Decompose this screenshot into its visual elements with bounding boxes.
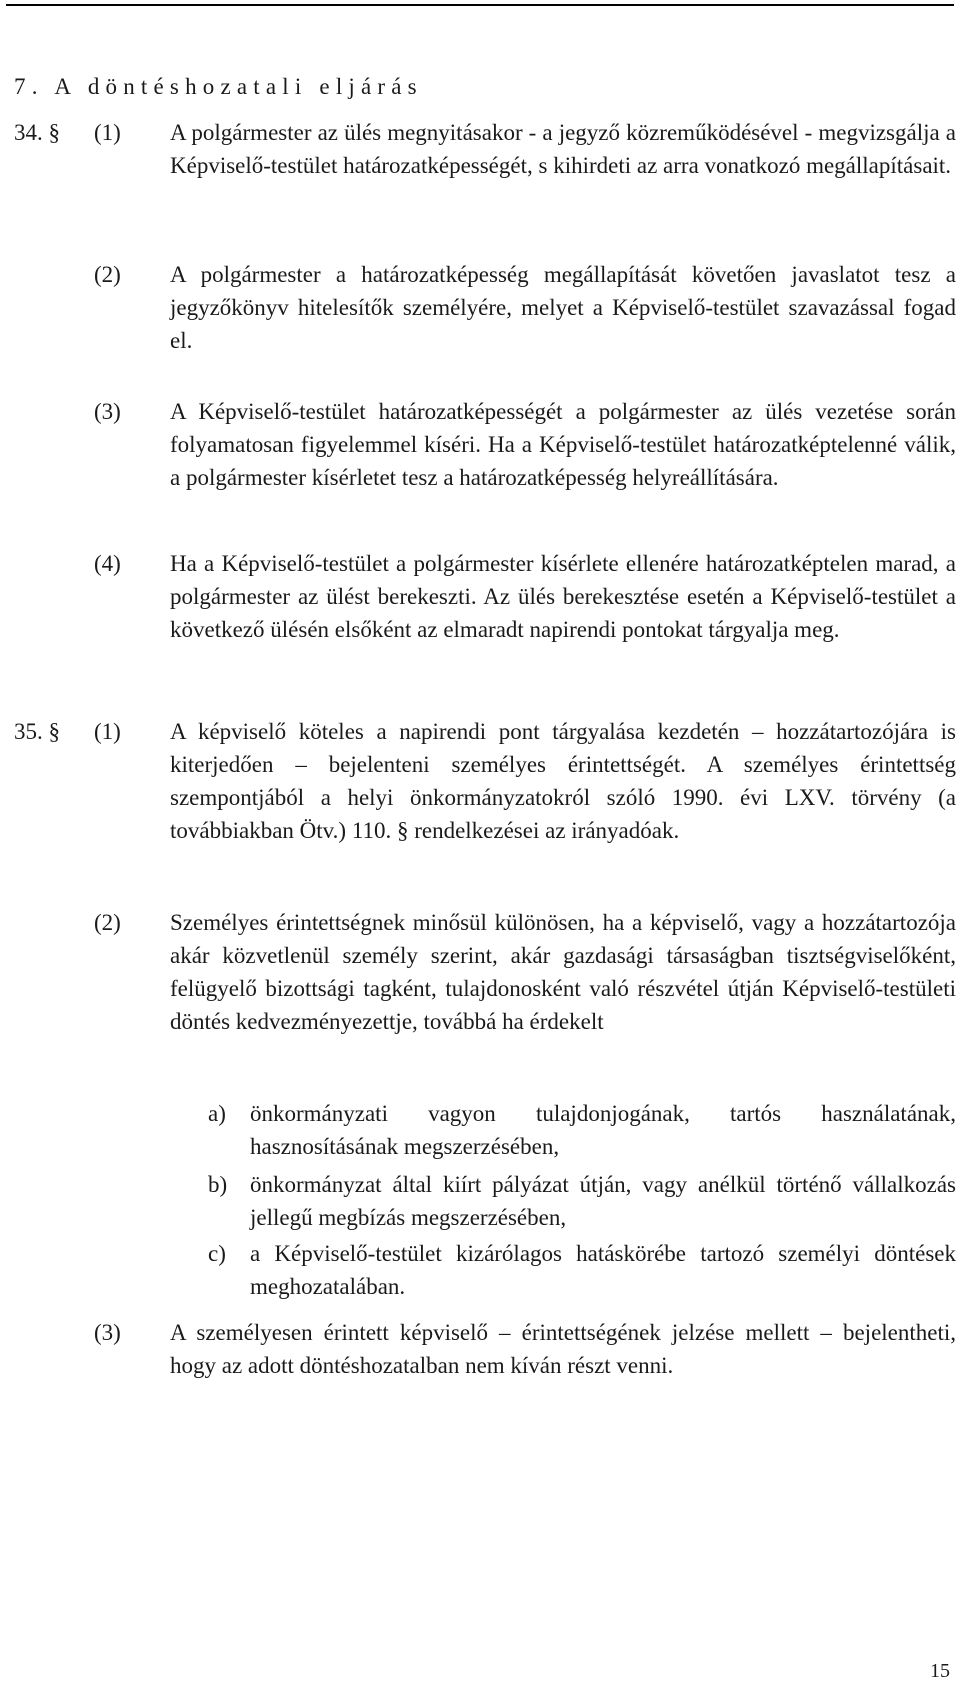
paragraph-number: (1) bbox=[94, 719, 121, 744]
paragraph-text: A Képviselő-testület határozatképességét a polgármester az ülés vezetése során folyamatosan figyelemmel kíséri. Ha a Képviselő-testület határozatképtelenné válik, a polgármester kísérletet tesz a határozatképesség helyreállítására. bbox=[170, 399, 956, 490]
paragraph-number: (2) bbox=[94, 262, 121, 287]
section-heading: 7. A döntéshozatali eljárás bbox=[14, 74, 423, 99]
list-item-text: a Képviselő-testület kizárólagos hatáskörébe tartozó személyi döntések meghozatalában. bbox=[250, 1241, 956, 1299]
section-number-35: 35. § bbox=[14, 719, 60, 744]
list-item-text: önkormányzati vagyon tulajdonjogának, tartós használatának, hasznosításának megszerzésében, bbox=[250, 1101, 956, 1159]
page-number: 15 bbox=[930, 1660, 950, 1682]
list-item-text: önkormányzat által kiírt pályázat útján, vagy anélkül történő vállalkozás jellegű megbízás megszerzésében, bbox=[250, 1172, 956, 1230]
list-item-label: c) bbox=[208, 1241, 226, 1266]
section-number-34: 34. § bbox=[14, 120, 60, 145]
paragraph-text: Személyes érintettségnek minősül különösen, ha a képviselő, vagy a hozzátartozója akár közvetlenül személy szerint, akár gazdasági társaságban tisztségviselőként, felügyelő bizottsági tagként, tulajdonosként való részvétel útján Képviselő-testületi döntés kedvezményezettje, továbbá ha érdekelt bbox=[170, 910, 956, 1034]
paragraph-text: A személyesen érintett képviselő – érintettségének jelzése mellett – bejelentheti, hogy az adott döntéshozatalban nem kíván részt venni. bbox=[170, 1320, 956, 1378]
paragraph-number: (2) bbox=[94, 910, 121, 935]
top-border-line bbox=[6, 4, 954, 6]
paragraph-number: (3) bbox=[94, 399, 121, 424]
paragraph-text: Ha a Képviselő-testület a polgármester kísérlete ellenére határozatképtelen marad, a polgármester az ülést berekeszti. Az ülés berekesztése esetén a Képviselő-testület a következő ülésén elsőként az elmaradt napirendi pontokat tárgyalja meg. bbox=[170, 551, 956, 642]
paragraph-text: A képviselő köteles a napirendi pont tárgyalása kezdetén – hozzátartozójára is kiterjedően – bejelenteni személyes érintettségét. A személyes érintettség szempontjából a helyi önkormányzatokról szóló 1990. évi LXV. törvény (a továbbiakban Ötv.) 110. § rendelkezései az irányadóak. bbox=[170, 719, 956, 843]
list-item-label: b) bbox=[208, 1172, 228, 1197]
paragraph-number: (4) bbox=[94, 551, 121, 576]
paragraph-text: A polgármester az ülés megnyitásakor - a jegyző közreműködésével - megvizsgálja a Képviselő-testület határozatképességét, s kihirdeti az arra vonatkozó megállapításait. bbox=[170, 120, 956, 178]
paragraph-number: (1) bbox=[94, 120, 121, 145]
list-item-label: a) bbox=[208, 1101, 226, 1126]
paragraph-number: (3) bbox=[94, 1320, 121, 1345]
paragraph-text: A polgármester a határozatképesség megállapítását követően javaslatot tesz a jegyzőkönyv hitelesítők személyére, melyet a Képviselő-testület szavazással fogad el. bbox=[170, 262, 956, 353]
